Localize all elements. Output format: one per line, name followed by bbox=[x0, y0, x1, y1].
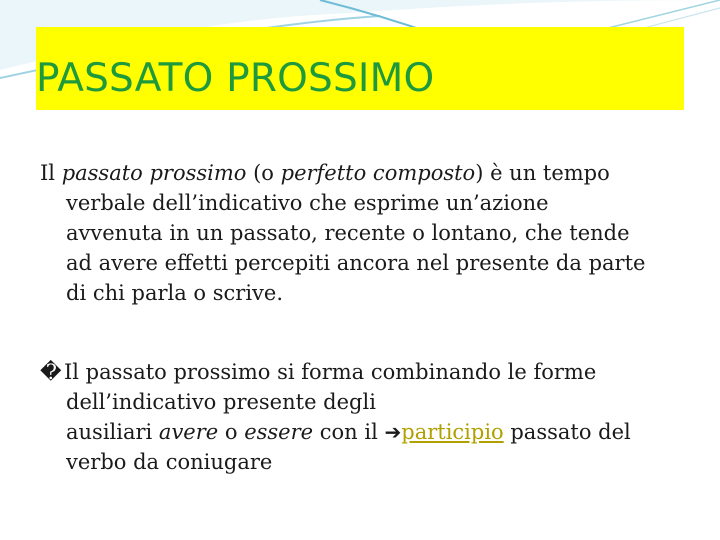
text-segment: Il bbox=[40, 161, 62, 185]
paragraph-line bbox=[40, 158, 690, 188]
text-segment: ) è un tempo bbox=[475, 161, 610, 185]
paragraph-line bbox=[40, 417, 690, 447]
arrow-right-icon: ➔ bbox=[384, 420, 402, 444]
paragraph-line bbox=[40, 357, 690, 387]
formation-paragraph bbox=[40, 357, 690, 477]
paragraph-line: verbo da coniugare bbox=[66, 450, 273, 474]
paragraph-line: avvenuta in un passato, recente o lontano, che tende bbox=[66, 221, 630, 245]
text-segment: ausiliari bbox=[66, 420, 159, 444]
text-segment: passato del bbox=[503, 420, 631, 444]
paragraph-line: verbale dell’indicativo che esprime un’azione bbox=[66, 191, 549, 215]
term-avere: avere bbox=[158, 420, 219, 444]
paragraph-line: di chi parla o scrive. bbox=[66, 281, 284, 305]
term-essere: essere bbox=[244, 420, 314, 444]
term-perfetto-composto: perfetto composto bbox=[280, 161, 476, 185]
term-passato-prossimo: passato prossimo bbox=[61, 161, 247, 185]
text-segment: con il bbox=[313, 420, 385, 444]
paragraph-line: ad avere effetti percepiti ancora nel presente da parte bbox=[66, 251, 646, 275]
text-segment: Il passato prossimo si forma combinando le forme bbox=[64, 360, 597, 384]
text-segment: o bbox=[218, 420, 245, 444]
definition-paragraph bbox=[40, 158, 690, 308]
participio-link[interactable]: participio bbox=[401, 420, 504, 444]
paragraph-line: dell’indicativo presente degli bbox=[66, 390, 376, 414]
text-segment: (o bbox=[246, 161, 281, 185]
bullet-icon: � bbox=[40, 360, 62, 384]
slide-title: PASSATO PROSSIMO bbox=[36, 56, 435, 101]
